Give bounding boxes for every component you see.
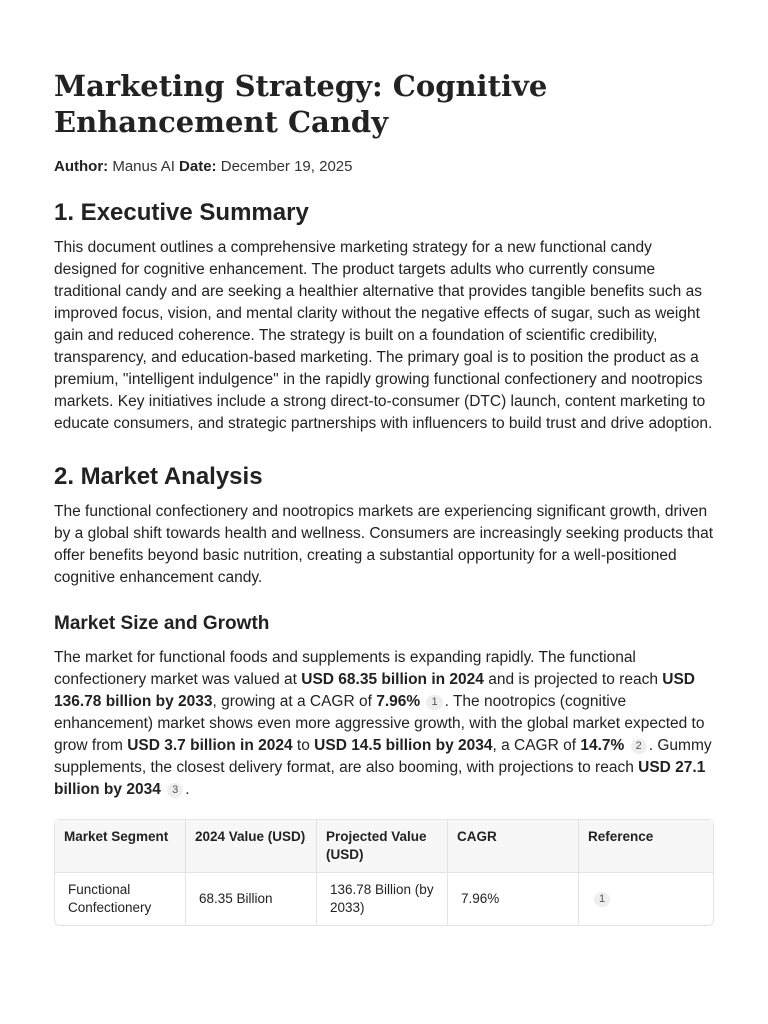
table-cell: 136.78 Billion (by 2033) <box>317 873 448 925</box>
bold-figure: USD 68.35 billion in 2024 <box>301 671 484 688</box>
citation-badge[interactable]: 1 <box>426 695 442 710</box>
market-size-subsection <box>54 613 714 801</box>
table-cell: 7.96% <box>448 873 579 925</box>
text-run: . Gummy supplements, the closest delivery format, are also booming, with projections to reach <box>54 737 712 776</box>
bold-figure: USD 14.5 billion by 2034 <box>314 737 493 754</box>
column-header: CAGR <box>448 820 579 873</box>
market-table <box>54 819 714 926</box>
market-analysis-section <box>54 463 714 589</box>
citation-badge[interactable]: 3 <box>167 783 183 798</box>
document-date: December 19, 2025 <box>220 158 353 175</box>
subsection-heading: Market Size and Growth <box>54 613 270 634</box>
table-row <box>55 873 713 925</box>
bold-figure: USD 27.1 billion by 2034 <box>54 759 706 798</box>
column-header: Market Segment <box>55 820 186 873</box>
document-meta <box>54 158 714 175</box>
author-name: Manus AI <box>112 158 175 175</box>
bold-figure: 14.7% <box>580 737 625 754</box>
section-body: This document outlines a comprehensive marketing strategy for a new functional candy designed for cognitive enhancement. The product targets adults who currently consume traditional candy and are seeking a healthier alternative that provides tangible benefits such as improved focus, vision, and mental clarity without the negative effects of sugar, such as weight gain and reduced coherence. The strategy is built on a foundation of scientific credibility, transparency, and education-based marketing. The primary goal is to position the product as a premium, "intelligent indulgence" in the rapidly growing functional confectionery and nootropics markets. Key initiatives include a strong direct-to-consumer (DTC) launch, content marketing to educate consumers, and strategic partnerships with influencers to build trust and drive adoption. <box>54 239 713 432</box>
text-run: , growing at a CAGR of <box>212 693 377 710</box>
author-label: Author: <box>54 158 109 175</box>
citation-badge[interactable]: 2 <box>631 739 647 754</box>
text-run: . The nootropics (cognitive enhancement) market shows even more aggressive growth, with the global market expected to grow from <box>54 693 705 754</box>
table-header-row <box>55 820 713 873</box>
column-header: 2024 Value (USD) <box>186 820 317 873</box>
column-header: Projected Value (USD) <box>317 820 448 873</box>
section-heading: 2. Market Analysis <box>54 463 263 490</box>
date-label: Date: <box>179 158 217 175</box>
bold-figure: USD 3.7 billion in 2024 <box>127 737 293 754</box>
citation-badge[interactable]: 1 <box>594 892 610 907</box>
document-title: Marketing Strategy: Cognitive Enhancement Candy <box>54 69 548 139</box>
section-heading: 1. Executive Summary <box>54 199 309 226</box>
column-header: Reference <box>579 820 713 873</box>
bold-figure: USD 136.78 billion by 2033 <box>54 671 695 710</box>
table-cell <box>579 873 713 925</box>
executive-summary-section <box>54 199 714 435</box>
table-cell: 68.35 Billion <box>186 873 317 925</box>
market-size-paragraph <box>54 647 714 801</box>
text-run: The market for functional foods and supplements is expanding rapidly. The functional confectionery market was valued at <box>54 649 636 688</box>
text-run: , a CAGR of <box>492 737 581 754</box>
table-cell: Functional Confectionery <box>55 873 186 925</box>
text-run: and is projected to reach <box>483 671 663 688</box>
section-body: The functional confectionery and nootropics markets are experiencing significant growth, driven by a global shift towards health and wellness. Consumers are increasingly seeking products that offer benefits beyond basic nutrition, creating a substantial opportunity for a well-positioned cognitive enhancement candy. <box>54 503 714 586</box>
text-run: . <box>185 781 190 798</box>
text-run: to <box>292 737 315 754</box>
bold-figure: 7.96% <box>376 693 421 710</box>
